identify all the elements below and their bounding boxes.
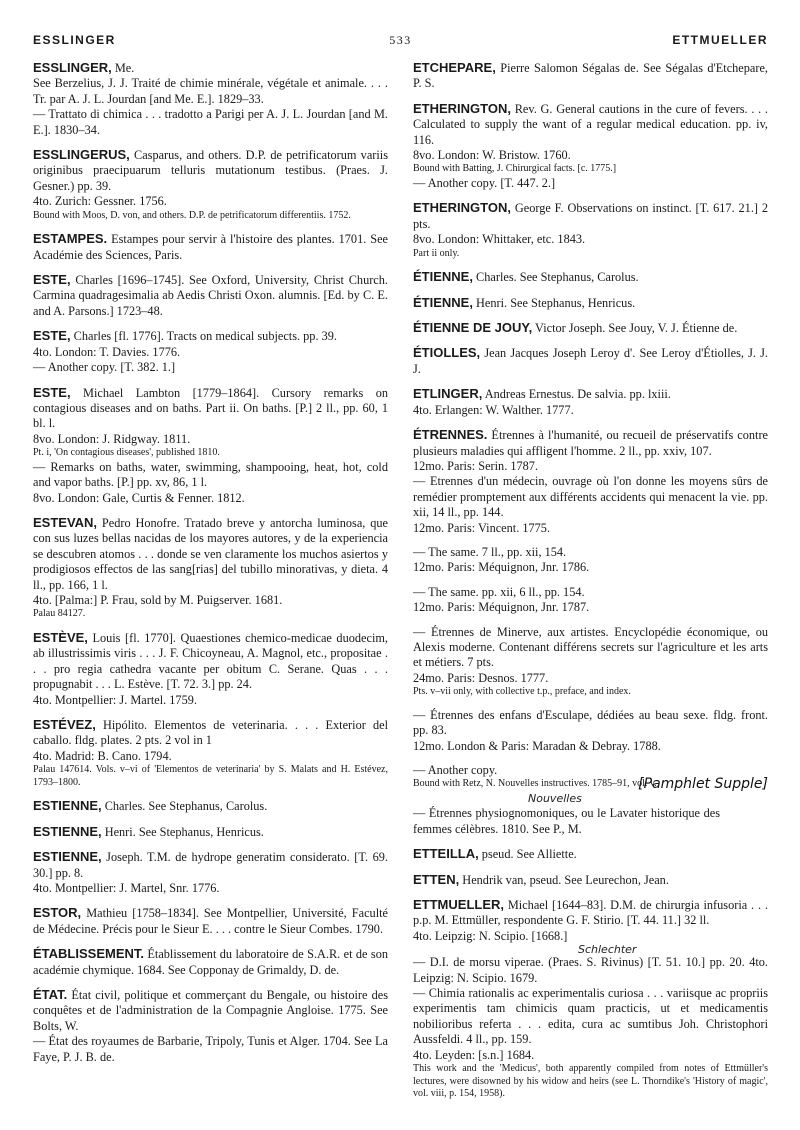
entry-etrennes: [413, 427, 768, 536]
entry-text: Pierre Salomon Ségalas de. See Ségalas d'Etchepare, P. S.: [413, 61, 768, 91]
subentry: — Étrennes de Minerve, aux artistes. Encyclopédie économique, ou Alexis moderne. Contenant différens secrets sur l'agriculture et les arts et métiers. 7 pts.: [413, 624, 768, 670]
entry-estampes: [33, 231, 388, 263]
entry-este-charles-1: [33, 272, 388, 319]
entry-text: Victor Joseph. See Jouy, V. J. Étienne de.: [532, 321, 738, 336]
entry-text: Établissement du laboratoire de S.A.R. et de son académie chymique. 1684. See Copponay de Grimaldy, D. de.: [33, 947, 388, 977]
entry-estienne-joseph: [33, 849, 388, 896]
entry-etienne-charles: [413, 269, 768, 285]
entry-text: Henri. See Stephanus, Henricus.: [472, 295, 636, 310]
headword: ESTIENNE,: [33, 849, 102, 865]
entry-etrennes-another-copy: [413, 763, 768, 837]
entry-text: Casparus, and others. D.P. de petrificatorum variis originibus praecipuarum telluris mutationum testibus. (Praes. J. Gesner.) pp. 39.: [33, 148, 388, 193]
headword: ESSLINGER,: [33, 60, 112, 75]
handwritten-margin-note: [Pamphlet Supple]: [638, 776, 768, 792]
note: Bound with Batting, J. Chirurgical facts. [c. 1775.]: [413, 163, 617, 175]
entry-text: Estampes pour servir à l'histoire des plantes. 1701. See Académie des Sciences, Paris.: [33, 232, 388, 262]
entry-text: Michael Lambton [1779–1864]. Cursory remarks on contagious diseases and on baths. Part ii. On baths. [P.] 2 ll., pp. 60, 1 bl. l.: [33, 385, 388, 431]
entry-etrennes-same-1787: [413, 585, 768, 616]
entry-text: Hipólito. Elementos de veterinaria. . . . Exterior del caballo. fldg. plates. 2 pts. 2 vol in 1: [33, 718, 388, 748]
headword: ETCHEPARE,: [413, 60, 496, 75]
entry-text: See Berzelius, J. J. Traité de chimie minérale, végétale et animale. . . . Tr. par A. J. L. Jourdan [and Me. E.]. 1829–33.: [33, 76, 388, 106]
imprint: 4to. London: T. Davies. 1776.: [33, 344, 181, 359]
entry-etat: [33, 987, 388, 1065]
running-header: [33, 33, 768, 49]
entry-estienne-charles: [33, 798, 388, 814]
headword: ESTAMPES.: [33, 231, 108, 247]
subentry: — Étrennes des enfans d'Esculape, dédiées au beau sexe. fldg. front. pp. 83.: [413, 707, 768, 738]
note: This work and the 'Medicus', both apparently compiled from notes of Ettmüller's lectures, were disowned by his widow and heirs (see L. Thorndike's 'History of magic', vol. viii, p. 154, 1958).: [413, 1063, 768, 1100]
entry-esteve: [33, 630, 388, 708]
imprint: 4to. Erlangen: W. Walther. 1777.: [413, 402, 574, 417]
headword: ETTEN,: [413, 871, 460, 887]
imprint: 12mo. Paris: Serin. 1787.: [413, 458, 539, 473]
entry-text: pseud. See Alliette.: [478, 847, 577, 862]
entry-text: État civil, politique et commerçant du Bengale, ou histoire des conquêtes et de l'administration de la Compagnie Angloise. 1775. See Bolts, W.: [33, 988, 388, 1033]
imprint: 24mo. Paris: Desnos. 1777.: [413, 670, 549, 685]
headword: ESTEVAN,: [33, 514, 98, 530]
entry-este-charles-2: [33, 328, 388, 375]
entry-etablissement: [33, 946, 388, 978]
note: Palau 147614. Vols. v–vi of 'Elementos de veterinaria' by S. Malats and H. Estévez, 1793–1800.: [33, 764, 388, 788]
entry-esslingerus: [33, 147, 388, 222]
headword: ÉTIOLLES,: [413, 345, 481, 361]
note: Bound with Moos, D. von, and others. D.P. de petrificatorum differentiis. 1752.: [33, 209, 351, 221]
entry-ettmueller: [413, 897, 768, 1101]
note: Pts. v–vii only, with collective t.p., preface, and index.: [413, 686, 631, 698]
entry-text: Mathieu [1758–1834]. See Montpellier, Université, Faculté de Médecine. Précis pour le Sieur E. . . . contre le Sieur Combes. 1790.: [33, 906, 388, 936]
subentry: — The same. 7 ll., pp. xii, 154.: [413, 544, 567, 559]
headword: ÉTIENNE DE JOUY,: [413, 320, 533, 336]
subentry: — Another copy. [T. 447. 2.]: [413, 176, 556, 191]
entry-text: Rev. G. General cautions in the cure of fevers. . . . Calculated to supply the want of a regular medical education. pp. iv, 116.: [413, 101, 768, 147]
entry-etrennes-enfans: [413, 708, 768, 754]
headword: ESTÉVEZ,: [33, 717, 96, 732]
subentry: — Étrennes physiognomoniques, ou le Lavater historique des femmes célèbres. 1810. See P., M.: [413, 806, 720, 836]
subentry: — État des royaumes de Barbarie, Tripoly, Tunis et Alger. 1704. See La Faye, P. J. B. de.: [33, 1034, 388, 1064]
entry-estevez: [33, 717, 388, 789]
imprint: 4to. [Palma:] P. Frau, sold by M. Puigserver. 1681.: [33, 592, 283, 607]
headword: ETTMUELLER,: [413, 897, 504, 913]
subentry: — Etrennes d'un médecin, ouvrage où l'on donne les moyens sûrs de remédier promptement aux différents accidents qui menacent la vie. pp. xii, 14 ll., pp. 144.: [413, 474, 768, 520]
right-column: [413, 60, 768, 1110]
headword: ESTIENNE,: [33, 798, 102, 814]
imprint: 12mo. London & Paris: Maradan & Debray. 1788.: [413, 738, 661, 753]
note: Bound with Retz, N. Nouvelles instructives. 1785–91, vol. v.: [413, 778, 657, 790]
entry-name: Me.: [111, 61, 135, 75]
entry-text: Joseph. T.M. de hydrope generatim considerato. [T. 69. 30.] pp. 8.: [33, 850, 388, 880]
headword: ÉTIENNE,: [413, 294, 473, 310]
subentry: — The same. pp. xii, 6 ll., pp. 154.: [413, 584, 585, 599]
entry-text: Louis [fl. 1770]. Quaestiones chemico-medicae duodecim, ab illustrissimis viris . . . J. F. Chicoyneau, A. Magnol, etc., propositae . . . pro regia cathedra vacante per obitum C. Serane. Quas . . . propugnabit . . . L. Estève. [T. 72. 3.] pp. 24.: [33, 630, 388, 692]
headword: ESTE,: [33, 328, 71, 344]
entry-text: Étrennes à l'humanité, ou recueil de préservatifs contre plusieurs maladies qui affligent l'homme. 2 ll., pp. xxiv, 107.: [413, 428, 768, 458]
entry-etherington-g: [413, 101, 768, 192]
left-column: [33, 60, 388, 1074]
headword: ETHERINGTON,: [413, 100, 511, 116]
headword: ÉTAT.: [33, 987, 68, 1003]
subentry: — Remarks on baths, water, swimming, shampooing, heat, hot, cold and vapor baths. [P.] pp. xv, 86, 1 l.: [33, 459, 388, 490]
entry-text: Charles [fl. 1776]. Tracts on medical subjects. pp. 39.: [70, 329, 337, 344]
imprint: 8vo. London: J. Ridgway. 1811.: [33, 431, 191, 446]
entry-text: George F. Observations on instinct. [T. 617. 21.] 2 pts.: [413, 201, 768, 231]
header-left-guideword: ESSLINGER: [33, 33, 116, 47]
subentry: — Another copy.: [413, 763, 498, 777]
entry-text: Jean Jacques Joseph Leroy d'. See Leroy d'Étiolles, J. J. J.: [413, 346, 768, 376]
entry-etteilla: [413, 846, 768, 862]
imprint: 12mo. Paris: Vincent. 1775.: [413, 520, 551, 535]
entry-estor: [33, 905, 388, 937]
imprint: 4to. Zurich: Gessner. 1756.: [33, 194, 167, 209]
headword: ETHERINGTON,: [413, 200, 511, 216]
headword: ESTÈVE,: [33, 629, 88, 645]
handwritten-annotation: Nouvelles: [528, 792, 582, 805]
entry-estevan: [33, 515, 388, 621]
entry-text: Andreas Ernestus. De salvia. pp. lxiii.: [482, 387, 671, 402]
headword: ÉTABLISSEMENT.: [33, 946, 144, 962]
subentry: — Another copy. [T. 382. 1.]: [33, 360, 176, 375]
entry-text: Charles. See Stephanus, Carolus.: [101, 799, 268, 814]
subentry: — Trattato di chimica . . . tradotto a Parigi per A. J. L. Jourdan [and M. E.]. 1830–34.: [33, 107, 388, 137]
note: Pt. i, 'On contagious diseases', published 1810.: [33, 447, 220, 459]
entry-etrennes-same-1786: [413, 545, 768, 576]
note: Part ii only.: [413, 247, 460, 259]
imprint: 4to. Montpellier: J. Martel. 1759.: [33, 692, 197, 707]
handwritten-annotation: Schlechter: [578, 943, 637, 957]
imprint: 8vo. London: Gale, Curtis & Fenner. 1812.: [33, 490, 245, 505]
entry-esslinger: [33, 60, 388, 138]
headword: ÉTIENNE,: [413, 269, 473, 285]
headword: ETTEILLA,: [413, 846, 479, 862]
headword: ESTE,: [33, 272, 71, 288]
entry-etherington-george: [413, 200, 768, 260]
entry-text: Hendrik van, pseud. See Leurechon, Jean.: [459, 872, 669, 887]
imprint: 8vo. London: W. Bristow. 1760.: [413, 148, 571, 163]
entry-estienne-henri: [33, 824, 388, 840]
page-number: 533: [389, 33, 412, 47]
imprint: 4to. Leipzig: N. Scipio. [1668.]: [413, 928, 568, 943]
entry-text: Charles [1696–1745]. See Oxford, University, Christ Church. Carmina quadragesimalia ab Aedis Christi Oxon. alumnis. [Ed. by C. E. and A. Parsons.] 1723–48.: [33, 273, 388, 318]
entry-etiolles: [413, 345, 768, 377]
entry-este-michael: [33, 385, 388, 506]
entry-etlinger: [413, 386, 768, 418]
entry-text: Michael [1644–83]. D.M. de chirurgia infusoria . . . p.p. M. Ettmüller, respondente G. F. Stirio. [T. 44. 11.] 32 ll.: [413, 898, 768, 928]
entry-etrennes-minerve: [413, 625, 768, 699]
entry-text: Henri. See Stephanus, Henricus.: [101, 824, 264, 839]
imprint: 4to. Montpellier: J. Martel, Snr. 1776.: [33, 881, 220, 896]
entry-text: Charles. See Stephanus, Carolus.: [472, 270, 639, 285]
note: Palau 84127.: [33, 608, 86, 620]
headword: ESSLINGERUS,: [33, 147, 130, 163]
headword: ESTOR,: [33, 905, 82, 921]
headword: ETLINGER,: [413, 386, 483, 402]
subentry: — D.I. de morsu viperae. (Praes. S. Rivinus) [T. 51. 10.] pp. 20. 4to. Leipzig: N. Scipio. 1679.: [413, 955, 768, 985]
imprint: 4to. Leyden: [s.n.] 1684.: [413, 1047, 535, 1062]
imprint: 12mo. Paris: Méquignon, Jnr. 1787.: [413, 600, 590, 615]
subentry: — Chimia rationalis ac experimentalis curiosa . . . variisque ac propriis experimentis tam chimicis quam practicis, ut et medicamentis nobilioribus referta . . . edita, cura ac sumtibus Joh. Christophori Aussfeldi. 4 ll., pp. 159.: [413, 986, 768, 1047]
entry-etten: [413, 872, 768, 888]
headword: ESTE,: [33, 384, 71, 400]
headword: ÉTRENNES.: [413, 427, 488, 443]
imprint: 12mo. Paris: Méquignon, Jnr. 1786.: [413, 560, 590, 575]
headword: ESTIENNE,: [33, 823, 102, 839]
imprint: 4to. Madrid: B. Cano. 1794.: [33, 748, 172, 763]
entry-text: Pedro Honofre. Tratado breve y antorcha luminosa, que con sus luzes bellas nacidas de los mayores autores, y de la experiencia se descubren atomos . . . donde se ven claramente los muchos asiertos y prodigiosos effectos de las sang[rias] del tubillo minorativas, y dieta. 4 ll., pp. 166, 1 l.: [33, 515, 388, 592]
entry-etchepare: [413, 60, 768, 92]
entry-etienne-henri: [413, 295, 768, 311]
imprint: 8vo. London: Whittaker, etc. 1843.: [413, 232, 586, 247]
entry-etienne-de-jouy: [413, 320, 768, 336]
header-right-guideword: ETTMUELLER: [672, 33, 768, 47]
